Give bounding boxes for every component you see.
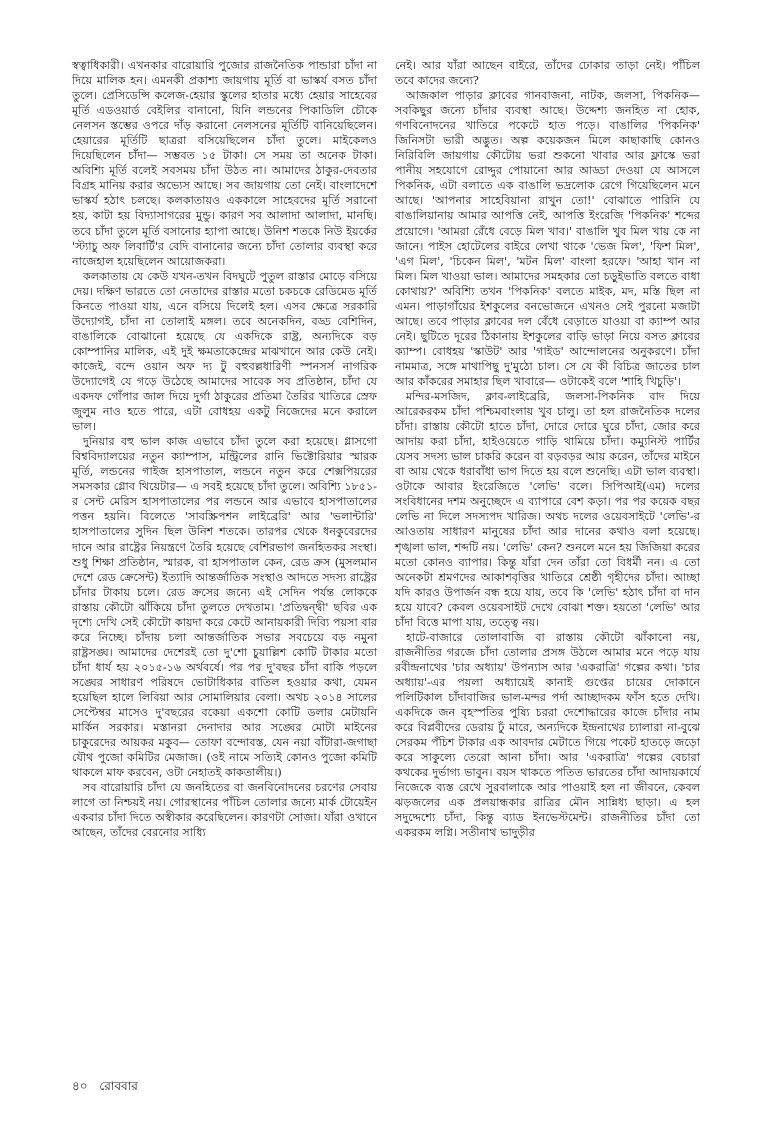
page-footer xyxy=(72,1078,146,1098)
paragraph: সব বারোয়ারি চাঁদা যে জনহিতের বা জনবিনোদনের চরণের সেবায় লাগে তা নিশ্চয়ই নয়। গোরস্থানের পাঁচিল তোলার জন্যে মার্ক টোয়েইন একবার চাঁদা দিতে অস্বীকার করেছিলেন। কারণটা সোজা। যাঁরা ওখানে আছেন, তাঁদের বেরনোর সাধ্যি xyxy=(72,781,377,840)
paragraph: স্বত্বাধিকারী। এখনকার বারোয়ারি পুজোর রাজনৈতিক পান্ডারা চাঁদা না দিয়ে মালিক হন। এমনকী প্রকাশ্য জায়গায় মূর্তি বা ভাস্কর্য বসত চাঁদা তুলে। প্রেসিডেন্সি কলেজ-হেয়ার স্কুলের হাতার মধ্যে হেয়ার সাহেবের মূর্তি এডওয়ার্ড বেইলির বানানো, যিনি লন্ডনের পিকাডিলি চৌকে নেলসন স্তম্ভের ওপরে দাঁড় করানো নেলসনের মূর্তিটি বানিয়েছিলেন। হেয়ারের মূর্তিটি ছাত্ররা বসিয়েছিলেন চাঁদা তুলে। মাইকেলও দিয়েছিলেন চাঁদা— সম্ভবত ১৫ টাকা। সে সময় তা অনেক টাকা। অবিশ্যি মূর্তি বলেই সবসময় চাঁদা উঠত না। আমাদের ঠাকুর-দেবতার বিগ্রহ মানিয় করার অভ্যেস আছে। সব জায়গায় তো নেই। বাংলাদেশে ভাস্কর্য হঠাৎ চলছে। কলকাতায়ও এককালে সাহেবদের মূর্তি সরানো হয়, কাটা হয় বিদ্যাসাগরের মুন্ডু। কারণ সব আলাদা আলাদা, মানছি। তবে চাঁদা তুলে মূর্তি বসানোর হ্যাপা আছে। উনিশ শতকে নিউ ইয়র্কের 'স্ট্যাচু অফ লিবার্টি'র বেদি বানানোর জন্যে চাঁদা তোলার ব্যবস্থা করে নাজেহাল হয়েছিলেন আয়োজকরা। xyxy=(72,59,377,268)
paragraph: আজকাল পাড়ার ক্লাবের গানবাজনা, নাটক, জলসা, পিকনিক— সবকিছুর জন্যে চাঁদার ব্যবস্থা আছে। উদ্দেশ্য জনহিত না হোক, গণবিনোদনের খাতিরে পকেটে হাত পড়ে। বাঙালির 'পিকনিক' জিনিসটা ভারী অদ্ভুত। অল্প কয়েকজন মিলে কাছাকাছি কোনও নিরিবিলি জায়গায় কৌটোয় ভরা শুকনো খাবার আর ফ্লাস্কে ভরা পানীয় সহযোগে রোদ্দুর পোয়ানো আর আড্ডা দেওয়া যে আসলে পিকনিক, এটা বলাতে এক বাঙালি ভদ্রলোক রেগে গিয়েছিলেন মনে আছে। 'আপনার সাহেবিয়ানা রাখুন তো!' বোঝাতে পারিনি যে বাঙালিয়ানায় আমার আপত্তি নেই, আপত্তি ইংরেজি 'পিকনিক' শব্দের প্রয়োগে। 'আমরা রেঁধে বেড়ে মিল খাব।' বাঙালি খুব মিল খায় কে না জানে। পাইস হোটেলের বাইরে লেখা থাকে 'ভেজ মিল', 'ফিশ মিল', 'এগ মিল', 'চিকেন মিল', 'মটন মিল' বাংলা হরফে। 'আহা খান না মিল। মিল খাওয়া ভাল। আমাদের সমহকার তো চড়ুইভাতি বলতে বাধা কোথায়?' অবিশ্যি তখন 'পিকনিক' বলতে মাইক, মদ, মস্তি ছিল না এমন। পাড়াগাঁয়ের ইশকুলের বনভোজনে এখনও সেই পুরনো মজাটা আছে। তবে পাড়ার ক্লাবের দল বেঁধে বেড়াতে যাওয়া বা ক্যাম্প আর নেই। ছুটিতে দূরের ঠিকানায় ইশকুলের বাড়ি ভাড়া নিয়ে বসত ক্লাবের ক্যাম্প। বোধহয় 'স্কাউট' আর 'গাইড' আন্দোলনের অনুকরণে। চাঁদা নামমাত্র, সঙ্গে মাথাপিছু দু'মুঠো চাল। সে যে কী বিচিত্র জাতের চাল আর কাঁকরের সমাহার ছিল খাবারে— ওটাকেই বলে 'শাহি খিচুড়ি'। xyxy=(395,89,700,388)
paragraph: দুনিয়ার বহু ভাল কাজ এভাবে চাঁদা তুলে করা হয়েছে। গ্লাসগো বিশ্ববিদ্যালয়ের নতুন ক্যাম্পাস, মন্ট্রিলের রানি ভিক্টোরিয়ার স্মারক মূর্তি, লন্ডনের গাইজ হাসপাতাল, লন্ডনে নতুন করে শেক্সপিয়রের সমসকার গ্লোব থিয়েটার— এ সবই হয়েছে চাঁদা তুলে। অবিশ্যি ১৮৫১-র সেন্ট মেরিস হাসপাতালের পর লন্ডনে আর এভাবে হাসপাতালের পত্তন হয়নি। বিলেতে 'সাবস্ক্রিপশন লাইব্রেরি' আর 'ভলান্টারি' হাসপাতালের সুদিন ছিল উনিশ শতকে। তারপর থেকে ধনকুবেরদের দানে আর রাষ্ট্রের নিয়ন্ত্রণে তৈরি হয়েছে বেশিরভাগ জনহিতকর সংস্থা। শুধু শিক্ষা প্রতিষ্ঠান, স্মারক, বা হাসপাতাল কেন, রেড ক্রস (মুসলমান দেশে রেড ক্রেসেন্ট) ইত্যাদি আন্তর্জাতিক সংস্থাও আদতে সদস্য রাষ্ট্রের চাঁদার টাকায় চলে। রেড ক্রসের জন্যে এই সেদিন পর্যন্ত লোককে রাস্তায় কৌটো ঝাঁকিয়ে চাঁদা তুলতে দেখতাম। 'প্রতিদ্বন্দ্বী' ছবির এক দৃশ্যে দেখি সেই কৌটো কায়দা করে কেটে আনায়কারী দিব্যি পয়সা বার করে নিচ্ছে। চাঁদায় চলা আন্তর্জাতিক সভার সবচেয়ে বড় নমুনা রাষ্ট্রসঙ্ঘ। আমাদের দেশেরই তো দু'শো চুয়াল্লিশ কোটি টাকার মতো চাঁদা ধার্য হয় ২০১৫-১৬ অর্থবর্ষে। পর পর দু'বছর চাঁদা বাকি পড়লে সঙ্ঘের সাধারণ পরিষদে ভোটাধিকার বাতিল হওয়ার কথা, যেমন হয়েছিল হালে লিবিয়া আর সোমালিয়ার বেলা। অথচ ২০১৪ সালের সেপ্টেম্বর মাসেও দু'বছরের বকেয়া একশো কোটি ডলার মেটায়নি মার্কিন সরকার। মস্তানরা দেনাদার আর সঙ্ঘের মোটা মাইনের চাকুরেদের আয়কর মকুব— তোফা বন্দোবস্ত, যেন নয়া বাঁটারা-জগাছা যৌথ পুজো কমিটির মেজাজ। (ওই নামে সত্যিই কোনও পুজো কমিটি থাকলে মাফ করবেন, ওটা নেহাতই কাকতালীয়।) xyxy=(72,435,377,780)
left-column xyxy=(72,58,377,840)
page-number: ৪০ xyxy=(72,1079,88,1093)
paragraph: মন্দির-মসজিদ, ক্লাব-লাইব্রেরি, জলসা-পিকনিক বাদ দিয়ে আরেকরকম চাঁদা পশ্চিমবাংলায় খুব চালু। তা হল রাজনৈতিক দলের চাঁদা। রাস্তায় কৌটো হাতে চাঁদা, দোরে দোরে ঘুরে চাঁদা, জোর করে আদায় করা চাঁদা, হাইওয়েতে গাড়ি থামিয়ে চাঁদা। কম্যুনিস্ট পার্টির যেসব সদস্য ভাল চাকরি করেন বা বড়বড়র আয় করেন, তাঁদের মাইনে বা আয় থেকে ধরাবাঁধা ভাগ দিতে হয় বলে শুনেছি। এটা ভাল ব্যবস্থা। ওটাকে আবার ইংরেজিতে 'লেভি' বলে। সিপিআই(এম) দলের সংবিধানের দশম অনুচ্ছেদে এ ব্যাপারে বেশ কড়া। পর পর কয়েক বছর লেভি না দিলে সদস্যপদ খারিজ। অথচ দলের ওয়েবসাইটে 'লেভি'-র আওতায় সাধারণ মানুষের চাঁদা আর দানের কথাও বলা হয়েছে। শৃঙ্খলা ভাল, শব্দটি নয়। 'লেভি' কেন? শুনলে মনে হয় জিজিয়া করের মতো কোনও ব্যাপার। কিন্তু যাঁরা দেন তাঁরা তো বিধর্মী নন। এ তো অনেকটা শ্রমণদের আকাশবৃত্তির খাতিরে শ্রেষ্ঠী গৃহীদের চাঁদা। আচ্ছা যদি কারও উপার্জন বন্ধ হয়ে যায়, তবে কি 'লেভি' হঠাৎ চাঁদা বা দান হয়ে যাবে? কেবল ওয়েবসাইট দেখে বোঝা শক্ত। হয়তো 'লেভি' আর চাঁদা বিত্তে মাপা যায়, তত্ত্বে নয়। xyxy=(395,390,700,629)
paragraph: হাটে-বাজারে তোলাবাজি বা রাস্তায় কৌটো ঝাঁকানো নয়, রাজনীতির গরজে চাঁদা তোলার প্রসঙ্গ উঠলে আমার মনে পড়ে যায় রবীন্দ্রনাথের 'চার অধ্যায়' উপন্যাস আর 'একরাত্রি' গল্পের কথা। 'চার অধ্যায়'-এর পয়লা অধ্যায়েই কানাই গুপ্তের চায়ের দোকানে পলিটিকাল চাঁদাবাজির ভাল-মন্দর পর্দা আচ্ছাদকম ফাঁস হতে দেখি। একদিকে জন বৃহস্পতির পুষ্যি চররা দেশোদ্ধারের কাজে চাঁদার নাম করে বিপ্লবীদের ডেরায় ঢুঁ মারে, অন্যদিকে ইন্দ্রনাথের চ্যালারা না-বুঝে সেরকম পঁচিশ টাকার এক আবদার মেটাতে গিয়ে পকেট হাতড়ে জড়ো করে সাকুল্যে তেরো আনা চাঁদা। আর 'একরাত্রি' গল্পের বেচারা কথকের দুর্ভাগ্য ভাবুন। বয়স থাকতে পতিত ভারতের চাঁদা আদায়কার্যে নিজেকে ব্যস্ত রেখে সুরবালাকে আর পাওয়াই হল না জীবনে, কেবল ঝড়জলের এক প্রলয়ান্ধকার রাত্রির মৌন সান্নিধ্য ছাড়া। এ হল সদুদ্দেশ্যে চাঁদা, কিন্তু ব্যাড ইনভেস্টমেন্ট। রাজনীতির চাঁদা তো একরকম লগ্নি। সতীনাথ ভাদুড়ীর xyxy=(395,630,700,840)
magazine-name: রোববার xyxy=(99,1079,138,1093)
right-column xyxy=(395,58,700,840)
paragraph: নেই। আর যাঁরা আছেন বাইরে, তাঁদের ঢোকার তাড়া নেই। পাঁচিল তবে কাদের জন্যে? xyxy=(395,59,700,88)
paragraph: কলকাতায় যে কেউ যখন-তখন বিদঘুটে পুতুল রাস্তার মোড়ে বসিয়ে দেয়। দক্ষিণ ভারতে তো নেতাদের রাস্তার মতো চকচকে রেডিমেড মূর্তি কিনতে পাওয়া যায়, এনে বসিয়ে দিলেই হল। এসব ক্ষেত্রে সরকারি উদ্যোগই, চাঁদা না তোলাই মঙ্গল। তবে অনেকদিন, বড্ড বেশিদিন, বাঙালিকে বোঝানো হয়েছে যে একদিকে রাষ্ট্র, অন্যদিকে বড় কোম্পানির মালিক, এই দুই ক্ষমতাকেন্দ্রের মাঝখানে আর কেউ নেই। কাজেই, বন্দে ওয়ান অফ দ্য টু বহুবল্লধারিণী স্পনসর্স নাগরিক উদ্যোগেই যে গড়ে উঠেছে আমাদের সাবেক সব প্রতিষ্ঠান, চাঁদা যে একদফ গোঁপার জাল দিয়ে দুর্গা ঠাকুরের প্রতিমা তৈরির খাতিরে স্রেফ জুলুম নাও হতে পারে, এটা বোধহয় একটু নিজেদের মনে করালে ভাল। xyxy=(72,269,377,434)
